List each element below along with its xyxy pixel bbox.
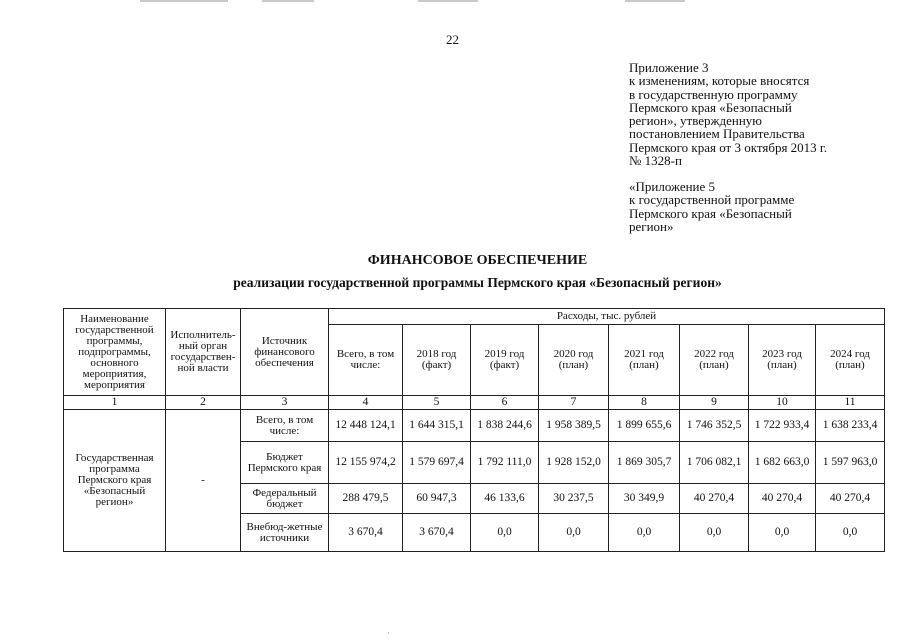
appendix-note-2 [629,180,794,233]
document-subtitle: реализации государственной программы Пермского края «Безопасный регион» [233,275,722,290]
scan-artifact [625,0,685,2]
value-cell: 1 928 152,0 [539,442,609,484]
value-cell: 0,0 [471,514,539,552]
value-cell: 12 448 124,1 [329,410,403,442]
header-expenses: Расходы, тыс. рублей [329,309,885,325]
header-year: Всего, в том числе: [329,325,403,396]
value-cell: 1 644 315,1 [403,410,471,442]
column-number: 10 [749,396,816,410]
value-cell: 1 869 305,7 [609,442,680,484]
appendix-line: постановлением Правительства [629,126,805,142]
value-cell: 0,0 [749,514,816,552]
value-cell: 288 479,5 [329,484,403,514]
column-number: 2 [166,396,241,410]
column-number: 7 [539,396,609,410]
value-cell: 0,0 [539,514,609,552]
header-year: 2024 год (план) [816,325,885,396]
scan-artifact [140,0,228,2]
header-year: 2018 год (факт) [403,325,471,396]
value-cell: 1 722 933,4 [749,410,816,442]
header-year: 2019 год (факт) [471,325,539,396]
value-cell: 1 746 352,5 [680,410,749,442]
source-cell: Федеральный бюджет [241,484,329,514]
column-number: 6 [471,396,539,410]
value-cell: 46 133,6 [471,484,539,514]
appendix-line: регион» [629,218,674,234]
value-cell: 30 349,9 [609,484,680,514]
scan-artifact [418,0,478,2]
scan-artifact [262,0,314,2]
value-cell: 1 792 111,0 [471,442,539,484]
appendix-line: Пермского края «Безопасный [629,99,792,115]
column-number: 1 [64,396,166,410]
table-row [64,410,885,442]
header-executor: Исполнитель-ный орган государствен-ной власти [166,309,241,396]
value-cell: 60 947,3 [403,484,471,514]
column-number: 11 [816,396,885,410]
header-year: 2021 год (план) [609,325,680,396]
column-number: 9 [680,396,749,410]
value-cell: 1 838 244,6 [471,410,539,442]
header-year: 2023 год (план) [749,325,816,396]
value-cell: 30 237,5 [539,484,609,514]
value-cell: 1 597 963,0 [816,442,885,484]
value-cell: 1 579 697,4 [403,442,471,484]
value-cell: 3 670,4 [403,514,471,552]
value-cell: 1 958 389,5 [539,410,609,442]
appendix-line: к изменениям, которые вносятся [629,73,810,89]
column-number: 3 [241,396,329,410]
value-cell: 1 706 082,1 [680,442,749,484]
header-year: 2022 год (план) [680,325,749,396]
header-year: 2020 год (план) [539,325,609,396]
source-cell: Всего, в том числе: [241,410,329,442]
value-cell: 0,0 [816,514,885,552]
value-cell: 3 670,4 [329,514,403,552]
value-cell: 12 155 974,2 [329,442,403,484]
appendix-line: «Приложение 5 [629,179,716,194]
appendix-note [629,61,827,167]
appendix-line: к государственной программе [629,192,795,208]
value-cell: 1 638 233,4 [816,410,885,442]
appendix-line: Пермского края «Безопасный [629,205,792,221]
value-cell: 40 270,4 [749,484,816,514]
appendix-line: регион», утвержденную [629,113,763,129]
value-cell: 40 270,4 [816,484,885,514]
column-number: 5 [403,396,471,410]
value-cell: 1 682 663,0 [749,442,816,484]
value-cell: 0,0 [609,514,680,552]
appendix-line: Приложение 3 [629,60,709,75]
column-number: 8 [609,396,680,410]
page-number: 22 [446,32,459,47]
scan-speck: · [387,628,390,638]
header-row [64,309,885,325]
executor-cell: - [166,410,241,552]
program-name-cell: Государственная программа Пермского края «Безопасный регион» [64,410,166,552]
appendix-line: в государственную программу [629,86,798,102]
header-source: Источник финансового обеспечения [241,309,329,396]
value-cell: 1 899 655,6 [609,410,680,442]
column-number-row [64,396,885,410]
financing-table [63,308,885,552]
appendix-line: № 1328-п [629,153,682,169]
appendix-line: Пермского края от 3 октября 2013 г. [629,139,828,155]
value-cell: 40 270,4 [680,484,749,514]
source-cell: Бюджет Пермского края [241,442,329,484]
source-cell: Внебюд-жетные источники [241,514,329,552]
document-title: ФИНАНСОВОЕ ОБЕСПЕЧЕНИЕ [367,253,588,268]
header-name: Наименование государственной программы, подпрограммы, основного мероприятия, мероприятия [64,309,166,396]
column-number: 4 [329,396,403,410]
value-cell: 0,0 [680,514,749,552]
